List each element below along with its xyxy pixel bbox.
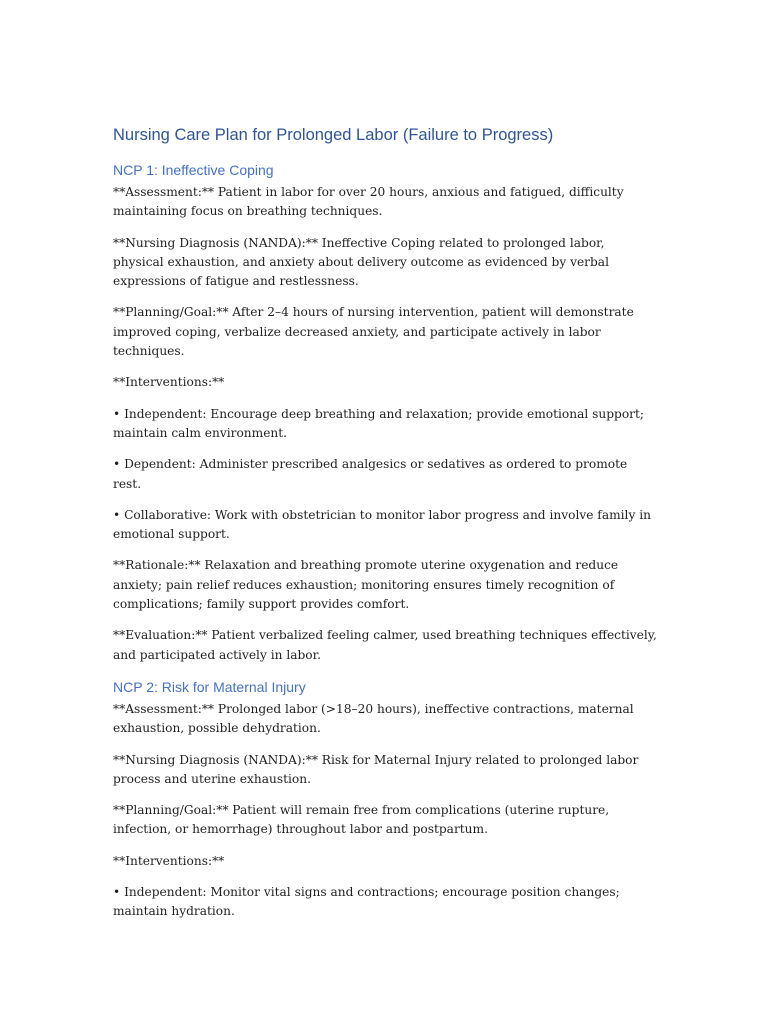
diagnosis-paragraph: **Nursing Diagnosis (NANDA):** Ineffective Coping related to prolonged labor, physical exhaustion, and anxiety about delivery outcome as evidenced by verbal expressions of fatigue and restlessness. <box>113 235 609 289</box>
section-ncp-2 <box>113 678 658 934</box>
rationale-paragraph: **Rationale:** Relaxation and breathing promote uterine oxygenation and reduce anxiety; pain relief reduces exhaustion; monitoring ensures timely recognition of complications; family support provides comfort. <box>113 558 619 612</box>
planning-paragraph: **Planning/Goal:** Patient will remain free from complications (uterine rupture, infection, or hemorrhage) throughout labor and postpartum. <box>113 803 610 837</box>
section-heading: NCP 1: Ineffective Coping <box>113 162 274 178</box>
assessment-paragraph: **Assessment:** Prolonged labor (>18–20 hours), ineffective contractions, maternal exhaustion, possible dehydration. <box>113 702 634 736</box>
intervention-independent: • Independent: Monitor vital signs and contractions; encourage position changes; maintain hydration. <box>113 885 620 919</box>
section-ncp-1 <box>113 161 658 677</box>
intervention-collaborative: • Collaborative: Work with obstetrician to monitor labor progress and involve family in emotional support. <box>113 507 651 542</box>
diagnosis-paragraph: **Nursing Diagnosis (NANDA):** Risk for Maternal Injury related to prolonged labor process and uterine exhaustion. <box>113 752 639 786</box>
intervention-dependent: • Dependent: Administer prescribed analgesics or sedatives as ordered to promote rest. <box>113 457 628 491</box>
interventions-label: **Interventions:** <box>113 375 225 390</box>
intervention-independent: • Independent: Encourage deep breathing and relaxation; provide emotional support; maintain calm environment. <box>113 406 644 440</box>
document-title: Nursing Care Plan for Prolonged Labor (Failure to Progress) <box>113 126 554 144</box>
interventions-label: **Interventions:** <box>113 853 225 868</box>
planning-paragraph: **Planning/Goal:** After 2–4 hours of nursing intervention, patient will demonstrate improved coping, verbalize decreased anxiety, and participate actively in labor techniques. <box>113 305 634 359</box>
section-heading: NCP 2: Risk for Maternal Injury <box>113 679 306 695</box>
assessment-paragraph: **Assessment:** Patient in labor for over 20 hours, anxious and fatigued, difficulty maintaining focus on breathing techniques. <box>113 185 624 219</box>
evaluation-paragraph: **Evaluation:** Patient verbalized feeling calmer, used breathing techniques effectively, and participated actively in labor. <box>113 628 657 662</box>
document-page <box>113 0 658 1024</box>
